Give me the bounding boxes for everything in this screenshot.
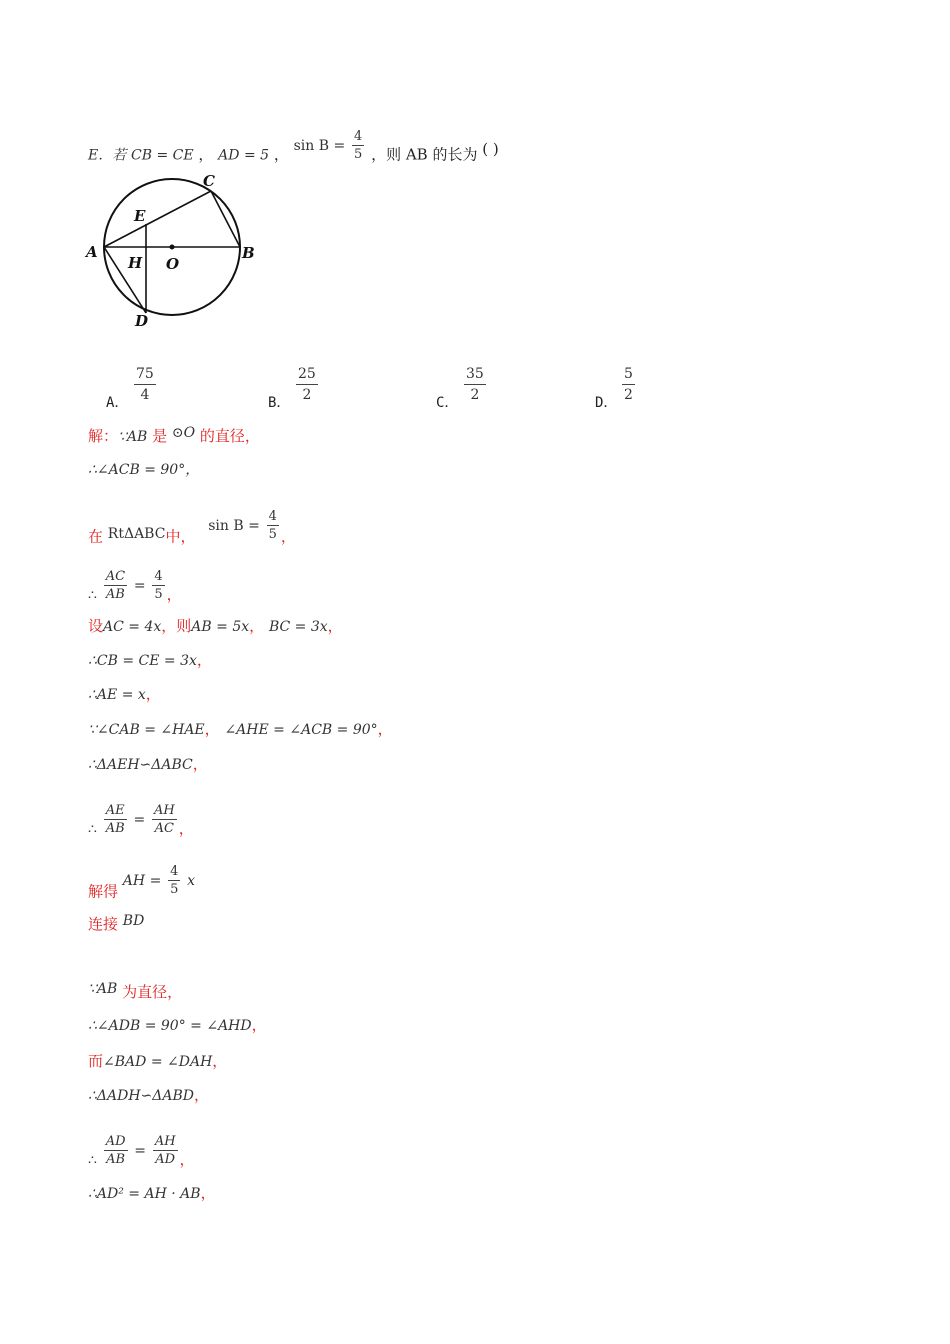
question-comma: ， [273,145,289,164]
text: 在 [88,527,104,546]
solution-line-17 [88,1134,195,1178]
fraction-numerator: AE [105,803,125,818]
text: 的直径， [199,427,260,445]
math: = [133,577,146,594]
solution-line-14 [88,1015,267,1036]
fraction-numerator: AD [105,1134,126,1149]
math: ∵AB [118,429,148,445]
math: ∴∠ADB = 90° = ∠AHD [88,1018,252,1034]
fraction-numerator: 4 [154,569,163,584]
math: ∵AB [88,981,118,997]
label-a: A [86,243,98,261]
fraction-denominator: 5 [154,587,163,602]
math: ∠AHE = ∠ACB = 90° [224,722,378,738]
math: ∠BAD = ∠DAH [103,1054,213,1070]
math: ∵∠CAB = ∠HAE [88,722,205,738]
fraction-denominator: 2 [302,387,312,403]
option-b-fraction[interactable] [296,364,318,405]
text: ， [200,1184,216,1202]
fraction [104,802,127,837]
math: BD [122,913,145,929]
label-o: O [166,255,180,273]
math: = [133,811,146,828]
label-b: B [242,244,255,262]
question-sinb-fraction [352,128,364,163]
segment-ac [104,191,211,247]
fraction-numerator: 25 [296,364,318,385]
geometry-figure [82,168,282,338]
label-d: D [135,312,149,330]
option-c-fraction[interactable] [464,364,486,405]
solution-line-7 [88,684,161,705]
fraction-numerator: 75 [134,364,156,385]
option-b-letter[interactable]: B． [268,395,291,411]
label-h: H [128,254,143,272]
question-sinb: sin B = [293,137,346,154]
fraction [267,508,279,543]
question-lead: E．若 [88,147,127,164]
text: ， [251,1016,267,1034]
question-ad: AD = 5 [218,147,270,164]
fraction-denominator: 2 [624,387,633,403]
math: AC = 4x [103,619,162,635]
math: ⊙O [171,425,196,441]
text: ，则 [161,617,192,635]
text: ， [194,1086,210,1104]
math: sin B = [208,517,260,534]
text: 是 [152,427,168,445]
solution-line-11 [88,864,196,910]
solution-line-18 [88,1183,216,1204]
solution-line-4 [88,569,182,613]
math: ∴ [88,821,97,838]
text: ， [212,1052,228,1070]
solution-line-1 [88,426,260,447]
fraction-numerator: 4 [354,129,363,144]
text: 设 [88,617,104,635]
fraction-denominator: 4 [140,387,150,403]
math: RtΔABC [107,525,166,542]
math: ∴ [88,587,97,604]
solution-line-9 [88,754,208,775]
text: 为直径， [122,983,183,1001]
option-a-fraction[interactable] [134,364,156,405]
fraction-denominator: AB [105,587,125,602]
option-d-letter[interactable]: D． [595,395,618,411]
fraction [168,863,180,898]
question-comma: ， [198,145,214,164]
label-c: C [203,172,215,190]
text: 中， [165,527,196,546]
solution-line-6 [88,650,212,671]
solution-line-2 [88,459,199,480]
math: ∴ΔADH∽ΔABD [88,1088,195,1104]
math: ∴∠ACB = 90°， [88,462,200,478]
text: ， [327,617,343,635]
fraction-denominator: AB [106,1152,126,1167]
math: ∴CB = CE = 3x [88,653,197,669]
fraction [153,1133,178,1168]
solution-line-8 [88,719,393,740]
option-a-letter[interactable]: A． [106,395,129,411]
answer-blank: ( ) [482,139,499,158]
text: ， [179,1150,195,1169]
fraction-denominator: 5 [354,147,363,162]
fraction-numerator: AC [105,569,126,584]
text: 解得 [88,882,119,901]
text: ， [377,720,393,738]
fraction-numerator: AH [154,1134,176,1149]
math: x [187,872,196,889]
fraction-denominator: AD [155,1152,176,1167]
math: = [134,1142,147,1159]
math: ∴ΔAEH∽ΔABC [88,757,193,773]
fraction-denominator: 5 [268,527,277,542]
segment-cb [211,191,240,247]
solution-label: 解： [88,427,119,445]
text: ， [192,755,208,773]
solution-line-13 [88,982,182,1003]
fraction-denominator: AC [154,821,174,836]
math: AH = [122,872,162,889]
fraction [152,802,177,837]
text: ， [178,819,194,838]
fraction [104,1133,128,1168]
fraction-denominator: 2 [470,387,480,403]
option-c-letter[interactable]: C． [436,395,459,411]
math: BC = 3x [268,619,328,635]
option-d-fraction[interactable] [622,364,635,405]
fraction-numerator: 4 [170,864,179,879]
question-cb-ce: CB = CE [131,147,194,164]
math: ∴AE = x [88,687,146,703]
fraction-denominator: AB [105,821,125,836]
text: ， [280,527,296,546]
fraction-numerator: 5 [622,364,635,385]
question-tail: ，则 AB 的长为 [371,145,478,164]
fraction [152,568,164,603]
solution-line-3 [88,509,296,555]
fraction-numerator: 4 [268,509,277,524]
center-point [170,245,175,250]
math: AB = 5x [191,619,250,635]
solution-line-12 [88,914,144,935]
math: ∴AD² = AH · AB [88,1186,201,1202]
text: ， [145,685,161,703]
fraction [104,568,127,603]
text: ， [196,651,212,669]
solution-line-15 [88,1051,227,1072]
text: ， [204,720,220,738]
solution-line-16 [88,1085,209,1106]
fraction-numerator: AH [153,803,175,818]
solution-line-5 [88,616,343,637]
label-e: E [134,207,146,225]
solution-line-10 [88,803,194,847]
text: 连接 [88,915,119,933]
fraction-numerator: 35 [464,364,486,385]
text: ， [249,617,265,635]
text: 而 [88,1052,104,1070]
text: ， [166,585,182,604]
math: ∴ [88,1152,97,1169]
fraction-denominator: 5 [170,882,179,897]
